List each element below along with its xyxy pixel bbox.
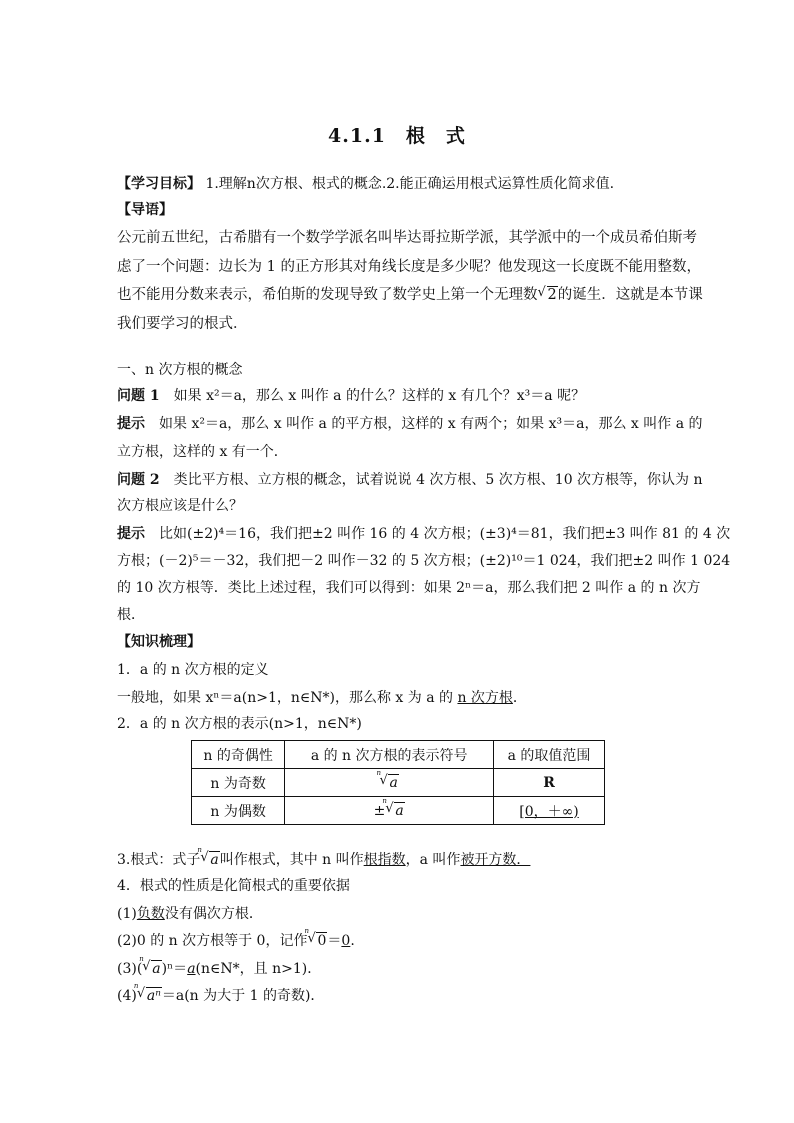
property-4-text: ＝a(n 为大于 1 的奇数)． (161, 988, 325, 1004)
radicand: a (389, 774, 398, 791)
learning-goals-tag: 【学习目标】 (117, 176, 201, 192)
property-1-text: 没有偶次方根． (164, 906, 263, 922)
intro-line-1: 公元前五世纪，古希腊有一个数学学派名叫毕达哥拉斯学派，其学派中的一个成员希伯斯考 (117, 230, 697, 246)
root-index: n (197, 846, 202, 854)
root-index: n (382, 796, 387, 805)
hint-2-line-1 (117, 524, 730, 544)
table-cell-symbol (285, 797, 494, 825)
property-2-result: 0 (341, 933, 351, 949)
root-index: n (139, 955, 144, 963)
root-index: n (304, 927, 309, 935)
table-header-cell: a 的取值范围 (494, 741, 605, 769)
property-3-text-a: (3)( (117, 961, 143, 977)
item-3-text-c: ，a 叫作 (405, 852, 461, 868)
question-2-line-2: 次方根应该是什么？ (117, 498, 243, 514)
radicand: a (152, 961, 161, 977)
question-2-text: 类比平方根、立方根的概念，试着说说 4 次方根、5 次方根、10 次方根等，你认为 n (159, 472, 703, 488)
root-index-term: 根指数 (363, 852, 406, 868)
table-cell: [0，＋∞) (494, 797, 605, 825)
table-cell: R (494, 769, 605, 797)
radicand: aⁿ (146, 988, 161, 1004)
nth-root-table (191, 740, 605, 825)
property-3-text-c: (n∈N*，且 n>1)． (195, 961, 322, 977)
intro-tag: 【导语】 (117, 202, 173, 218)
property-2-equals: ＝ (327, 933, 342, 949)
radicand: 0 (317, 933, 327, 949)
plus-minus-sign: ± (373, 802, 386, 819)
root-index: n (376, 768, 381, 777)
knowledge-tag: 【知识梳理】 (117, 634, 201, 650)
hint-1-line-2: 立方根，这样的 x 有一个． (117, 444, 288, 460)
table-cell: n 为奇数 (192, 769, 285, 797)
property-1 (117, 904, 263, 924)
table-row (192, 769, 605, 797)
sqrt-2-radicand: 2 (547, 287, 557, 303)
table-header-cell: a 的 n 次方根的表示符号 (285, 741, 494, 769)
property-3 (117, 955, 322, 979)
property-1-number: (1) (117, 906, 137, 922)
item-2-heading: 2．a 的 n 次方根的表示(n>1，n∈N*) (117, 716, 362, 732)
page-title: 4.1.1 根 式 (328, 125, 466, 147)
nth-root-radical: n √ a (139, 955, 161, 977)
section-1-heading: 一、n 次方根的概念 (117, 362, 243, 378)
item-3-text-b: 叫作根式，其中 n 叫作 (219, 852, 364, 868)
hint-1-line-1 (117, 414, 703, 434)
table-cell: n 为偶数 (192, 797, 285, 825)
hint-2-text: 比如(±2)⁴＝16，我们把±2 叫作 16 的 4 次方根；(±3)⁴＝81，我们把±3 叫作 81 的 4 次 (145, 526, 731, 542)
hint-2-label: 提示 (117, 526, 145, 542)
radicand-term: 被开方数． (460, 852, 531, 868)
question-1 (117, 386, 585, 406)
item-3-text-a: 3.根式：式子 (117, 852, 201, 868)
property-3-result: a (187, 961, 196, 977)
property-2-text-a: (2)0 的 n 次方根等于 0，记作 (117, 933, 308, 949)
radicand: a (395, 802, 404, 819)
table-header-row (192, 741, 605, 769)
intro-line-3 (117, 281, 703, 310)
table-header-cell: n 的奇偶性 (192, 741, 285, 769)
item-1-term: n 次方根 (457, 690, 513, 706)
item-3-radical-definition (117, 846, 531, 870)
nth-root-radical: n √ a (197, 846, 219, 868)
question-2-line-1 (117, 470, 703, 490)
item-1-definition (117, 688, 527, 708)
item-1-text-a: 一般地，如果 xⁿ＝a(n>1，n∈N*)，那么称 x 为 a 的 (117, 690, 458, 706)
learning-goals-text: 1.理解n次方根、根式的概念.2.能正确运用根式运算性质化简求值. (201, 176, 615, 192)
item-1-heading: 1．a 的 n 次方根的定义 (117, 662, 269, 678)
nth-root-radical: n √ 0 (304, 927, 327, 949)
sqrt-2-radical: √ 2 (537, 285, 557, 303)
hint-1-text: 如果 x²＝a，那么 x 叫作 a 的平方根，这样的 x 有两个；如果 x³＝a，那么 x 叫作 a 的 (145, 416, 703, 432)
nth-root-radical: n √ a (382, 796, 404, 819)
property-1-term: 负数 (136, 906, 165, 922)
item-4-heading: 4．根式的性质是化简根式的重要依据 (117, 878, 350, 894)
property-2-period: . (350, 933, 355, 949)
property-2 (117, 927, 355, 951)
nth-root-radical: n √ aⁿ (133, 982, 161, 1004)
intro-line-4: 我们要学习的根式． (117, 316, 248, 332)
hint-2-line-4: 根． (117, 607, 145, 623)
hint-2-line-2: 方根；(－2)⁵＝－32，我们把－2 叫作－32 的 5 次方根；(±2)¹⁰＝1 024，我们把±2 叫作 1 024 (117, 553, 731, 569)
question-2-label: 问题 2 (117, 472, 160, 488)
item-1-text-b: ． (512, 690, 527, 706)
nth-root-radical: n √ a (376, 768, 398, 791)
radicand: a (210, 852, 219, 868)
intro-line-3-a: 也不能用分数来表示，希伯斯的发现导致了数学史上第一个无理数 (117, 287, 538, 303)
learning-goals (117, 174, 614, 194)
property-4 (117, 982, 325, 1006)
table-cell-symbol (285, 769, 494, 797)
intro-line-2: 虑了一个问题：边长为 1 的正方形其对角线长度是多少呢？他发现这一长度既不能用整数， (117, 259, 701, 275)
root-index: n (133, 982, 139, 990)
hint-1-label: 提示 (117, 416, 145, 432)
table-row (192, 797, 605, 825)
hint-2-line-3: 的 10 次方根等．类比上述过程，我们可以得到：如果 2ⁿ＝a，那么我们把 2 叫作 a 的 n 次方 (117, 580, 701, 596)
property-4-number: (4) (117, 988, 137, 1004)
property-3-text-b: )ⁿ＝ (161, 961, 188, 977)
question-1-text: 如果 x²＝a，那么 x 叫作 a 的什么？这样的 x 有几个？x³＝a 呢？ (159, 388, 586, 404)
question-1-label: 问题 1 (117, 388, 160, 404)
intro-line-3-b: 的诞生．这就是本节课 (557, 287, 703, 303)
